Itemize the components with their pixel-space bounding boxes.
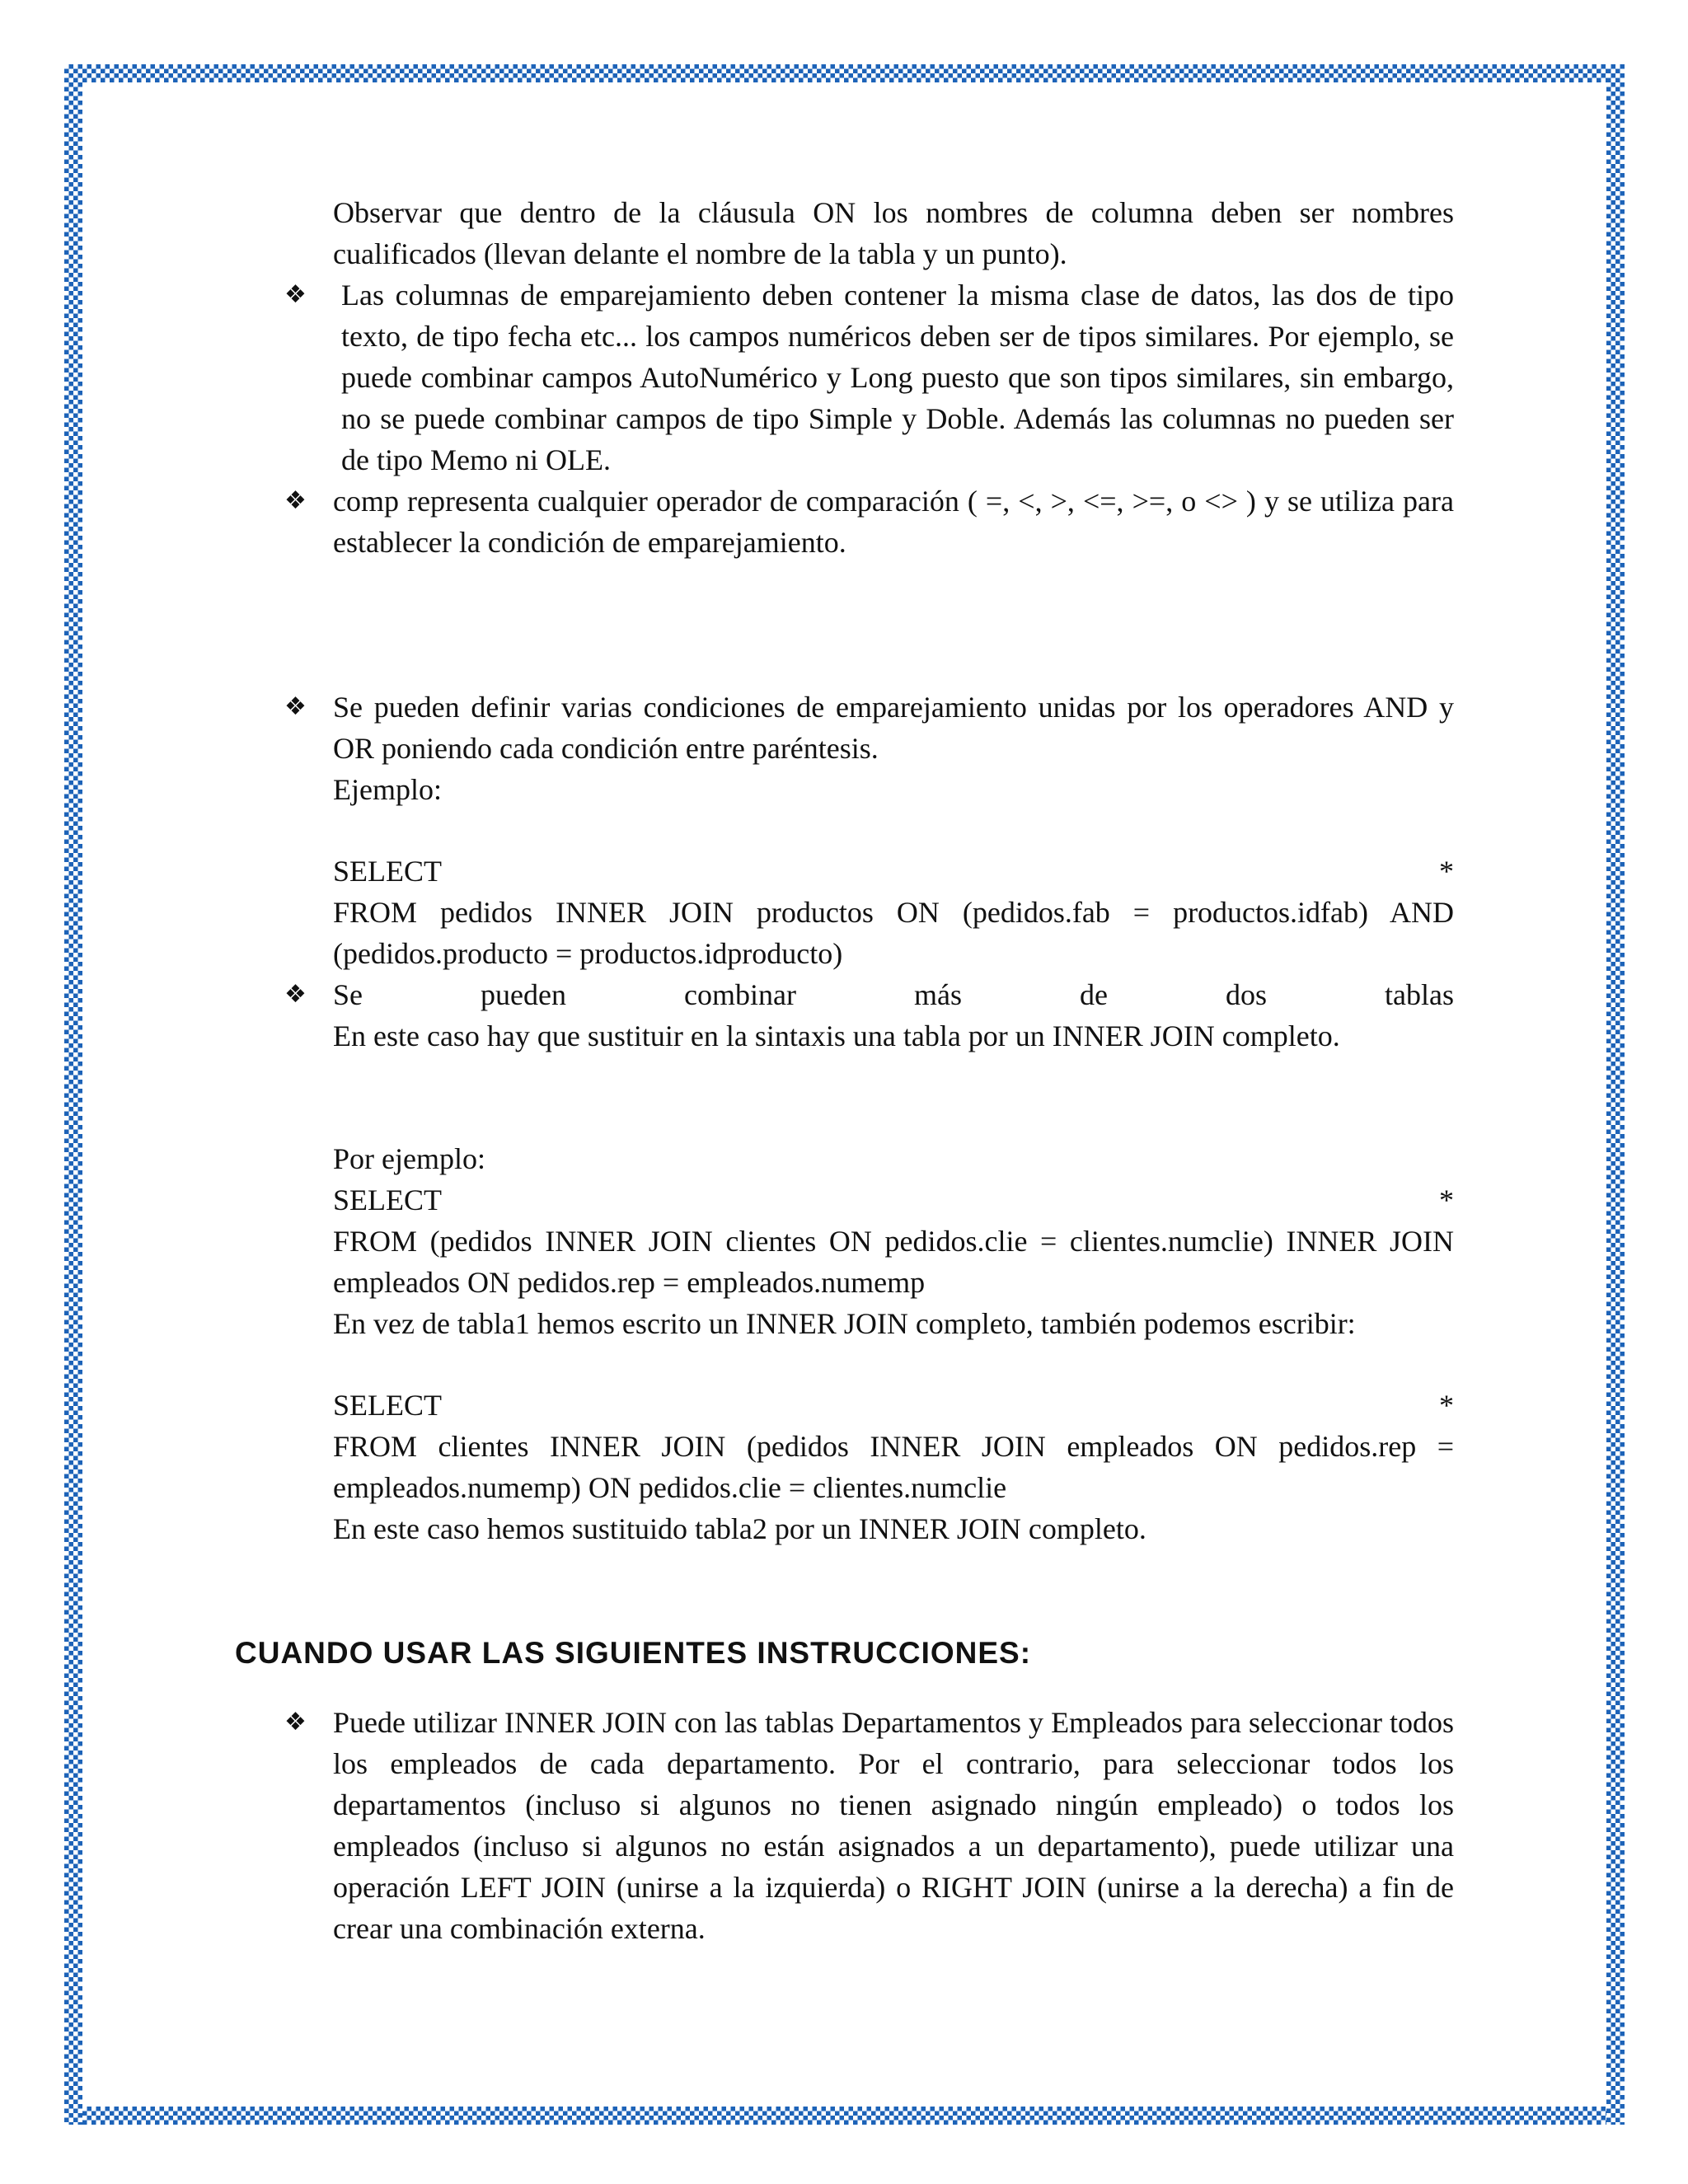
- bullet-icon: ❖: [284, 486, 307, 515]
- paragraph-table2-substituted: En este caso hemos sustituido tabla2 por un INNER JOIN completo.: [333, 1512, 1146, 1545]
- bullet-icon: ❖: [284, 980, 307, 1009]
- code-from-clause: FROM clientes INNER JOIN (pedidos INNER JOIN empleados ON pedidos.rep = empleados.numemp) ON pedidos.clie = clientes.numclie: [333, 1430, 1454, 1504]
- paragraph-comparison-operator: comp representa cualquier operador de comparación ( =, <, >, <=, >=, o <> ) y se utiliza para establecer la condición de emparejamiento.: [333, 485, 1454, 559]
- code-select-keyword: SELECT: [333, 1183, 442, 1216]
- paragraph-multiple-conditions: Se pueden definir varias condiciones de emparejamiento unidas por los operadores AND y OR poniendo cada condición entre paréntesis.: [333, 691, 1454, 765]
- checkered-border-top: [64, 64, 1625, 82]
- bullet-icon: ❖: [284, 692, 307, 721]
- code-from-clause: FROM (pedidos INNER JOIN clientes ON pedidos.clie = clientes.numclie) INNER JOIN empleados ON pedidos.rep = empleados.numemp: [333, 1225, 1454, 1299]
- code-select-keyword: SELECT: [333, 1389, 442, 1422]
- section-heading: CUANDO USAR LAS SIGUIENTES INSTRUCCIONES:: [235, 1636, 1032, 1670]
- checkered-border-bottom: [64, 2107, 1625, 2125]
- paragraph-combine-tables-cont: En este caso hay que sustituir en la sintaxis una tabla por un INNER JOIN completo.: [333, 1019, 1340, 1052]
- code-select-keyword: SELECT: [333, 855, 442, 888]
- paragraph-matching-columns: Las columnas de emparejamiento deben contener la misma clase de datos, las dos de tipo texto, de tipo fecha etc... los campos numéricos deben ser de tipos similares. Por ejemplo, se puede combinar campos AutoNumérico y Long puesto que son tipos similares, sin embargo, no se puede combinar campos de tipo Simple y Doble. Además las columnas no pueden ser de tipo Memo ni OLE.: [341, 279, 1454, 476]
- code-star: *: [1439, 1389, 1454, 1422]
- checkered-border-right: [1606, 64, 1625, 2125]
- bullet-icon: ❖: [284, 280, 307, 309]
- checkered-border-left: [64, 64, 82, 2125]
- code-from-clause: FROM pedidos INNER JOIN productos ON (pedidos.fab = productos.idfab) AND (pedidos.producto = productos.idproducto): [333, 896, 1454, 970]
- paragraph-on-clause-note: Observar que dentro de la cláusula ON los nombres de columna deben ser nombres cualificados (llevan delante el nombre de la tabla y un punto).: [333, 196, 1454, 270]
- code-star: *: [1439, 1183, 1454, 1216]
- example-label: Ejemplo:: [333, 773, 442, 806]
- code-star: *: [1439, 855, 1454, 888]
- code-select-line: [333, 1385, 1454, 1426]
- paragraph-instead-of-table1: En vez de tabla1 hemos escrito un INNER JOIN completo, también podemos escribir:: [333, 1307, 1356, 1340]
- paragraph-usage-inner-join: Puede utilizar INNER JOIN con las tablas Departamentos y Empleados para seleccionar todos los empleados de cada departamento. Por el contrario, para seleccionar todos los departamentos (incluso si algunos no tienen asignado ningún empleado) o todos los empleados (incluso si algunos no están asignados a un departamento), puede utilizar una operación LEFT JOIN (unirse a la izquierda) o RIGHT JOIN (unirse a la derecha) a fin de crear una combinación externa.: [333, 1706, 1454, 1945]
- example-label: Por ejemplo:: [333, 1142, 485, 1175]
- code-select-line: [333, 1179, 1454, 1221]
- code-select-line: [333, 851, 1454, 892]
- paragraph-combine-tables: Se pueden combinar más de dos tablas: [333, 978, 1454, 1011]
- bullet-icon: ❖: [284, 1708, 307, 1736]
